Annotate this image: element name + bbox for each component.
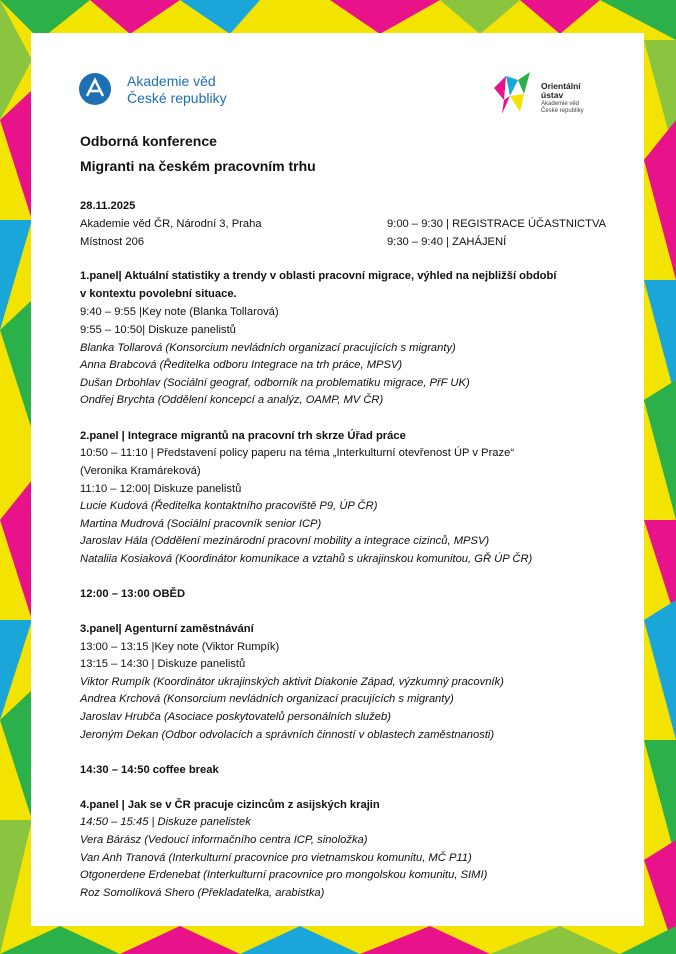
panel1-speaker: Blanka Tollarová (Konsorcium nevládních organizací pracujících s migranty) — [80, 342, 456, 354]
ou-logo-sub1: Akademie věd — [541, 101, 580, 107]
panel4-speaker: Roz Somolíková Shero (Překladatelka, arabistka) — [80, 887, 325, 899]
panel2-discussion: 11:10 – 12:00| Diskuze panelistů — [80, 483, 242, 495]
lunch-break: 12:00 – 13:00 OBĚD — [80, 588, 186, 600]
oriental-institute-logo-icon — [492, 70, 538, 116]
panel2-speaker: Lucie Kudová (Ředitelka kontaktního pracoviště P9, ÚP ČR) — [80, 500, 378, 512]
panel4-title: 4.panel | Jak se v ČR pracuje cizincům z asijských krajin — [80, 799, 380, 811]
coffee-break: 14:30 – 14:50 coffee break — [80, 764, 219, 776]
panel4-discussion: 14:50 – 15:45 | Diskuze panelistek — [80, 816, 251, 828]
academy-logo-line1: Akademie věd — [127, 73, 216, 89]
panel3-title: 3.panel| Agenturní zaměstnávání — [80, 623, 254, 635]
page-title-line2: Migranti na českém pracovním trhu — [80, 158, 316, 174]
panel2-policy-paper: 10:50 – 11:10 | Představení policy paperu na téma „Interkulturní otevřenost ÚP v Praze“ — [80, 447, 515, 459]
panel1-speaker: Anna Brabcová (Ředitelka odboru Integrace na trh práce, MPSV) — [80, 359, 403, 371]
event-date: 28.11.2025 — [80, 200, 136, 212]
ou-logo-sub2: České republiky — [541, 108, 584, 114]
academy-logo-line2: České republiky — [127, 90, 227, 106]
panel1-speaker: Ondřej Brychta (Oddělení koncepcí a analýz, OAMP, MV ČR) — [80, 394, 384, 406]
panel2-title: 2.panel | Integrace migrantů na pracovní trh skrze Úřad práce — [80, 430, 406, 442]
event-room: Místnost 206 — [80, 236, 145, 248]
panel3-keynote: 13:00 – 13:15 |Key note (Viktor Rumpík) — [80, 641, 280, 653]
panel2-speaker: Jaroslav Hála (Oddělení mezinárodní pracovní mobility a integrace cizinců, MPSV) — [80, 535, 490, 547]
registration-time: 9:00 – 9:30 | REGISTRACE ÚČASTNICTVA — [387, 218, 607, 230]
panel1-keynote: 9:40 – 9:55 |Key note (Blanka Tollarová) — [80, 306, 279, 318]
panel2-policy-paper-author: (Veronika Kramáreková) — [80, 465, 201, 477]
panel1-title-line2: v kontextu povolební situace. — [80, 288, 237, 300]
ou-logo-line1: Orientální — [541, 81, 581, 91]
panel3-speaker: Jeroným Dekan (Odbor odvolacích a správních činností v oblastech zaměstnanosti) — [80, 729, 495, 741]
panel4-speaker: Vera Bárász (Vedoucí informačního centra ICP, sinoložka) — [80, 834, 368, 846]
panel4-speaker: Van Anh Tranová (Interkulturní pracovnice pro vietnamskou komunitu, MČ P11) — [80, 852, 472, 864]
academy-logo — [78, 70, 258, 116]
panel2-speaker: Nataliia Kosiaková (Koordinátor komunikace a vztahů s ukrajinskou komunitou, GŘ ÚP ČR) — [80, 553, 533, 565]
panel1-speaker: Dušan Drbohlav (Sociální geograf, odborník na problematiku migrace, PřF UK) — [80, 377, 470, 389]
oriental-institute-logo — [492, 70, 612, 120]
opening-time: 9:30 – 9:40 | ZAHÁJENÍ — [387, 236, 507, 248]
panel1-title-line1: 1.panel| Aktuální statistiky a trendy v oblasti pracovní migrace, výhled na nejbližší období — [80, 270, 557, 282]
event-venue: Akademie věd ČR, Národní 3, Praha — [80, 218, 262, 230]
page-title-line1: Odborná konference — [80, 133, 217, 149]
panel2-speaker: Martina Mudrová (Sociální pracovník senior ICP) — [80, 518, 322, 530]
panel4-speaker: Otgonerdene Erdenebat (Interkulturní pracovnice pro mongolskou komunitu, SIMI) — [80, 869, 488, 881]
academy-logo-icon — [78, 72, 112, 106]
panel3-discussion: 13:15 – 14:30 | Diskuze panelistů — [80, 658, 246, 670]
ou-logo-line2: ústav — [541, 90, 564, 100]
panel3-speaker: Andrea Krchová (Konsorcium nevládních organizací pracujících s migranty) — [80, 693, 454, 705]
panel1-discussion: 9:55 – 10:50| Diskuze panelistů — [80, 324, 236, 336]
panel3-speaker: Viktor Rumpík (Koordinátor ukrajinských aktivit Diakonie Západ, výzkumný pracovník) — [80, 676, 504, 688]
panel3-speaker: Jaroslav Hrubča (Asociace poskytovatelů personálních služeb) — [80, 711, 391, 723]
